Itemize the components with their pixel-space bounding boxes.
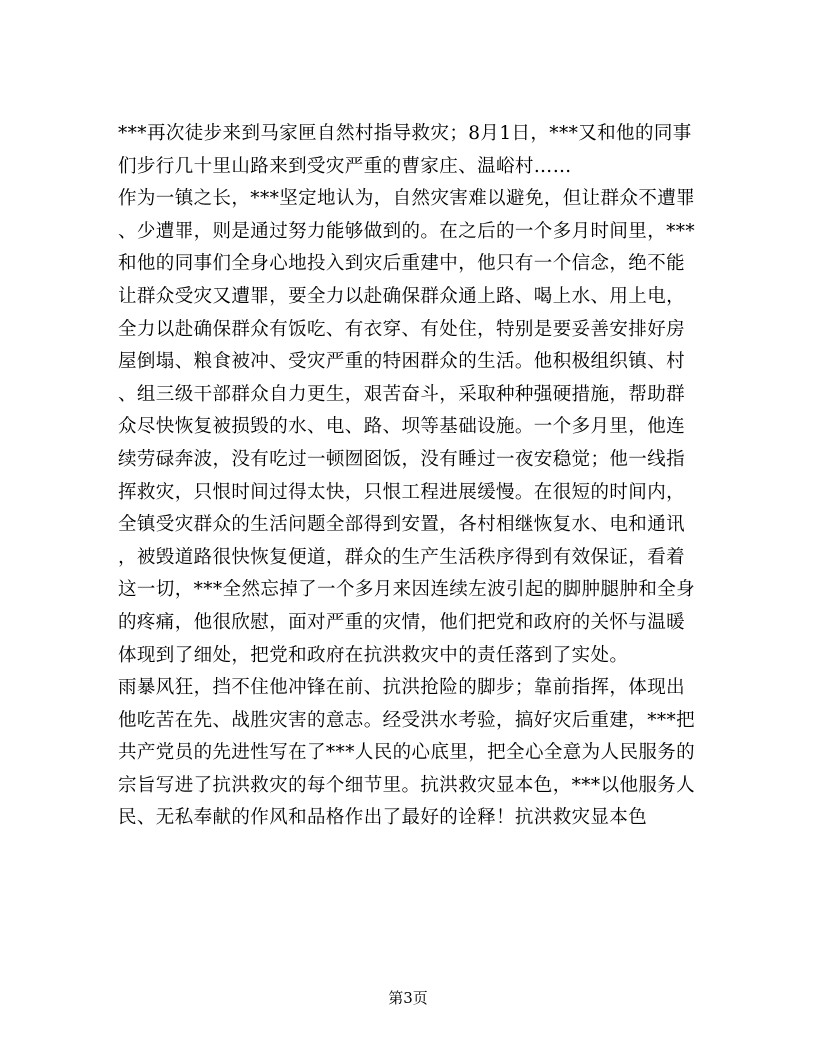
text-line: 挥救灾，只恨时间过得太快，只恨工程进展缓慢。在很短的时间内，: [118, 481, 686, 503]
text-line: ***再次徒步来到马家匣自然村指导救灾；8月1日，***又和他的同事: [118, 123, 692, 144]
text-line: 雨暴风狂，挡不住他冲锋在前、抗洪抢险的脚步；靠前指挥，体现出: [118, 677, 686, 699]
text-line: 屋倒塌、粮食被冲、受灾严重的特困群众的生活。他积极组织镇、村: [118, 351, 686, 373]
text-line: ，被毁道路很快恢复便道，群众的生产生活秩序得到有效保证，看着: [118, 546, 686, 568]
text-line: 宗旨写进了抗洪救灾的每个细节里。抗洪救灾显本色，***以他服务人: [118, 774, 696, 796]
text-line: 全镇受灾群众的生活问题全部得到安置，各村相继恢复水、电和通讯: [118, 514, 686, 536]
text-line: 、组三级干部群众自力更生，艰苦奋斗，采取种种强硬措施，帮助群: [118, 383, 686, 405]
body-text: [118, 118, 698, 835]
text-line: 和他的同事们全身心地投入到灾后重建中，他只有一个信念，绝不能: [118, 253, 686, 275]
text-line: 全力以赴确保群众有饭吃、有衣穿、有处住，特别是要妥善安排好房: [118, 318, 686, 340]
text-line: 的疼痛，他很欣慰，面对严重的灾情，他们把党和政府的关怀与温暖: [118, 611, 686, 633]
text-line: 体现到了细处，把党和政府在抗洪救灾中的责任落到了实处。: [118, 644, 629, 666]
text-line: 续劳碌奔波，没有吃过一顿囫囵饭，没有睡过一夜安稳觉；他一线指: [118, 448, 686, 470]
text-line: 、少遭罪，则是通过努力能够做到的。在之后的一个多月时间里，***: [118, 220, 696, 242]
text-line: 们步行几十里山路来到受灾严重的曹家庄、温峪村……: [118, 155, 572, 177]
page-number: 第3页: [388, 989, 428, 1007]
text-line: 民、无私奉献的作风和品格作出了最好的诠释！抗洪救灾显本色: [118, 807, 648, 829]
text-line: 他吃苦在先、战胜灾害的意志。经受洪水考验，搞好灾后重建，***把: [118, 709, 696, 731]
text-line: 作为一镇之长，***坚定地认为，自然灾害难以避免，但让群众不遭罪: [118, 188, 696, 210]
text-line: 让群众受灾又遭罪，要全力以赴确保群众通上路、喝上水、用上电，: [118, 285, 686, 307]
text-line: 众尽快恢复被损毁的水、电、路、坝等基础设施。一个多月里，他连: [118, 416, 686, 438]
text-line: 这一切，***全然忘掉了一个多月来因连续左波引起的脚肿腿肿和全身: [118, 579, 696, 601]
text-line: 共产党员的先进性写在了***人民的心底里，把全心全意为人民服务的: [118, 742, 696, 764]
